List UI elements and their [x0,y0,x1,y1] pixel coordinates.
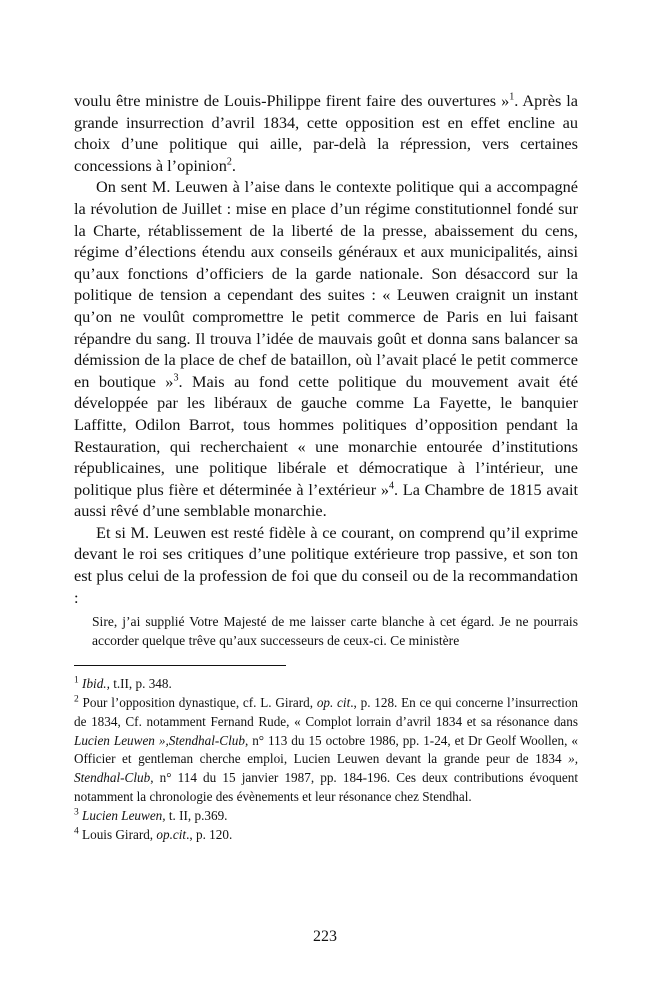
footnote-number-3: 3 [74,807,79,818]
paragraph-2 [74,176,578,522]
footnote-ref-2[interactable]: 2 [226,156,232,168]
footnote-number-2: 2 [74,694,79,705]
footnote-ref-3[interactable]: 3 [173,372,179,384]
footnote-4-text-a: Louis Girard, [78,826,157,842]
footnote-2-italic-b: Lucien Leuwen »,Stendhal-Club [74,732,245,748]
paragraph-1-text-b: . Après la grande insurrection d’avril 1834, cette opposition est en effet encline au choix d’une politique qui aille, par-delà la répression, vers certaines concessions à l’opinion [74,91,578,175]
footnote-1-italic: Ibid., [82,676,110,692]
paragraph-3-text: Et si M. Leuwen est resté fidèle à ce courant, on comprend qu’il exprime devant le roi ses critiques d’une politique extérieure trop passive, et son ton est plus celui de la profession de foi que du conseil ou de la recommandation : [74,522,578,607]
footnote-4 [74,826,578,845]
paragraph-1 [74,90,578,176]
paragraph-1-text-c: . [231,155,236,175]
footnote-2-text-c: , n° 113 du 15 octobre 1986, pp. 1-24, et Dr Geolf Woollen, « Officier et gentleman cherche emploi, Lucien Leuwen devant la grande peur de 1834 [74,732,578,767]
footnote-2-text-b: ., p. 128. En ce qui concerne l’insurrection de 1834, Cf. notamment Fernand Rude, « Complot lorrain d’avril 1834 et sa résonance dans [74,695,579,729]
footnote-1 [74,675,578,694]
footnote-number-1: 1 [74,675,79,686]
footnote-ref-4[interactable]: 4 [388,480,395,492]
paragraph-2-text-a: On sent M. Leuwen à l’aise dans le contexte politique qui a accompagné la révolution de Juillet : mise en place d’un régime constitutionnel fondé sur la Charte, rétablissement de la liberté de la presse, abaissement du cens, régime d’élections étendu aux conseils généraux et aux municipalités, ainsi qu’aux fonctions d’officiers de la garde nationale. Son désaccord sur la politique de tension a cependant des suites : « Leuwen craignit un instant qu’on ne voulût compromettre le petit commerce de Paris en lui faisant répandre du sang. Il trouva l’idée de mauvais goût et donna sans balancer sa démission de la place de chef de bataillon, où l’avait placé le petit commerce en boutique » [74,177,578,391]
footnote-4-italic: op.cit [156,826,187,842]
footnote-3 [74,807,578,826]
footnote-2 [74,694,578,807]
page-content [74,90,578,844]
paragraph-2-text-b: . Mais au fond cette politique du mouvement avait été développée par les libéraux de gauche comme La Fayette, le banquier Laffitte, Odilon Barrot, tous hommes politiques d’opposition pendant la Restauration, qui recherchaient « une monarchie entourée d’institutions républicaines, une politique libérale et démocratique à l’intérieur, une politique plus fière et déterminée à l’extérieur » [74,371,578,499]
footnote-3-italic: Lucien Leuwen, [82,807,166,823]
footnote-2-italic-c: », Stendhal-Club [74,751,578,786]
footnote-3-text: t. II, p.369. [165,807,228,823]
footnote-4-text-b: ., p. 120. [186,826,233,842]
paragraph-2-text-c: . La Chambre de 1815 avait aussi rêvé d’une semblable monarchie. [74,479,578,521]
footnote-number-4: 4 [74,826,79,837]
footnote-2-text-d: , n° 114 du 15 janvier 1987, pp. 184-196. Ces deux contributions évoquent notamment la chronologie des évènements et leur résonance chez Stendhal. [74,770,578,805]
paragraph-3 [74,522,578,608]
footnotes [74,675,578,844]
footnote-2-italic-a: op. cit [316,695,351,711]
footnote-ref-1[interactable]: 1 [509,91,515,103]
footnote-1-text: t.II, p. 348. [109,676,172,692]
footnote-2-text-a: Pour l’opposition dynastique, cf. L. Girard, [78,695,317,711]
block-quote: Sire, j’ai supplié Votre Majesté de me laisser carte blanche à cet égard. Je ne pourrais accorder quelque trêve qu’aux successeurs de ceux-ci. Ce ministère [92,614,578,649]
footnote-separator [74,665,286,666]
page-number: 223 [313,928,337,945]
paragraph-1-text-a: voulu être ministre de Louis-Philippe firent faire des ouvertures » [74,91,510,110]
